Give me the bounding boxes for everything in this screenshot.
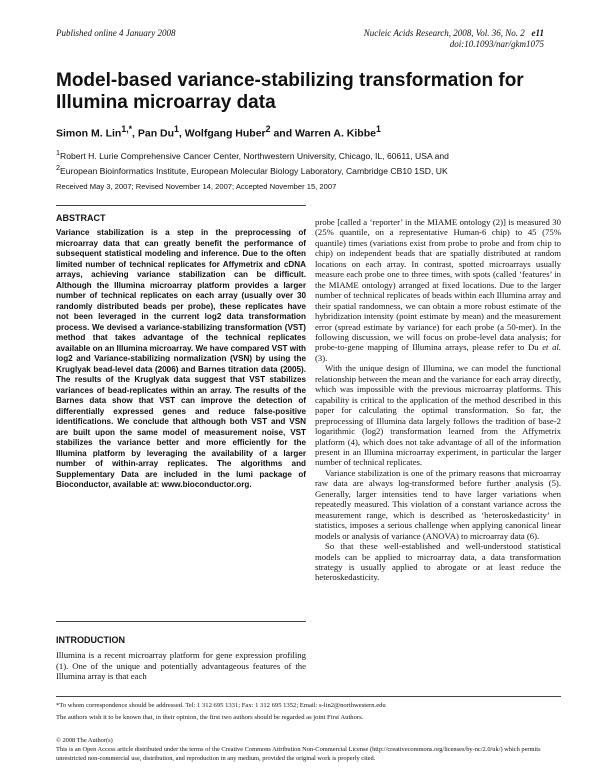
copyright-line: © 2008 The Author(s) <box>56 737 113 744</box>
author-separator: and <box>270 127 296 140</box>
author-affiliation-mark: 1 <box>174 124 179 134</box>
footnotes <box>56 700 561 724</box>
author-name: Warren A. Kibbe <box>295 127 376 140</box>
author-affiliation-mark: 1,* <box>121 124 133 134</box>
doi[interactable]: doi:10.1093/nar/gkm1075 <box>449 39 544 49</box>
paragraph-text: (3). <box>315 352 328 363</box>
author-name: Wolfgang Huber <box>184 127 266 140</box>
introduction-text: Illumina is a recent microarray platform for gene expression profiling (1). One of the unique and potentially advantageous features of the Illumina array is that each <box>56 650 306 681</box>
author-affiliation-mark: 2 <box>265 124 271 134</box>
affiliation-line <box>56 162 556 177</box>
paragraph <box>315 217 561 363</box>
license-text: This is an Open Access article distributed under the terms of the Creative Commons Attribution Non-Commercial License (http://creativecommons.org/licenses/by-nc/2.0/uk/) which permits unrestricted non-commercial use, distribution, and reproduction in any medium, provided the original work is properly cited. <box>56 746 541 762</box>
paragraph: Variance stabilization is one of the primary reasons that microarray raw data are always log-transformed before further analysis (5). Generally, larger intensities tend to have larger variations when repeatedly measured. This violation of a constant variance across the measurement range, which is described as ‘heteroskedasticity’ in statistics, imposes a serious challenge when applying canonical linear models or analysis of variance (ANOVA) to microarray data (6). <box>315 467 561 541</box>
journal-citation: Nucleic Acids Research, 2008, Vol. 36, No. 2 <box>363 28 525 38</box>
page-number: e11 <box>531 28 544 38</box>
author-list <box>56 124 556 140</box>
affiliation-text: European Bioinformatics Institute, European Molecular Biology Laboratory, Cambridge CB10 1SD, UK <box>59 165 448 176</box>
author-separator: , <box>178 127 185 140</box>
affiliation-mark: 2 <box>56 163 60 172</box>
article-title: Model-based variance-stabilizing transformation for Illumina microarray data <box>56 70 524 113</box>
paragraph-text: probe [called a ‘reporter’ in the MIAME ontology (2)] is measured 30 (25% quantile, on a representative Human-6 chip) to 45 (75% quantile) times (variations exist from probe to probe and from chip to chip) on independent beads that are spatially distributed at random locations on each array. In contrast, spotted microarrays usually measure each probe one to three times, with spots (called ‘features’ in the MIAME ontology) arranged at fixed locations. Due to the larger number of technical replicates of beads within each Illumina array and their spatial randomness, we can obtain a more robust estimate of the hybridization intensity (point estimate by mean) and the measurement error (spread estimate by variance) for each probe (a 50-mer). In the following discussion, we will focus on probe-level data analysis; for probe-to-gene mapping of Illumina arrays, please refer to Du <box>315 217 561 353</box>
abstract-bottom-rule <box>56 621 306 622</box>
received-dates: Received May 3, 2007; Revised November 14, 2007; Accepted November 15, 2007 <box>56 182 337 191</box>
author-affiliation-mark: 1 <box>375 124 381 134</box>
correspondence-note: *To whom correspondence should be addressed. Tel: 1 312 695 1331; Fax: 1 312 695 1352; Email: s-lin2@northwestern.edu <box>56 702 386 709</box>
equal-contribution-note: The authors wish it to be known that, in their opinion, the first two authors should be regarded as joint First Authors. <box>56 714 364 721</box>
abstract-heading: ABSTRACT <box>56 213 106 223</box>
right-column <box>315 217 561 583</box>
et-al: et al. <box>542 342 561 353</box>
journal-header <box>364 28 544 50</box>
published-date: Published online 4 January 2008 <box>56 28 176 38</box>
abstract-text: Variance stabilization is a step in the preprocessing of microarray data that can greatly benefit the performance of subsequent statistical modeling and inference. Due to the often limited number of technical replicates for Affymetrix and cDNA arrays, achieving variance stabilization can be difficult. Although the Illumina microarray platform provides a larger number of technical replicates on each array (usually over 30 randomly distributed beads per probe), these replicates have not been leveraged in the current log2 data transformation process. We devised a variance-stabilizing transformation (VST) method that takes advantage of the technical replicates available on an Illumina microarray. We have compared VST with log2 and Variance-stabilizing normalization (VSN) by using the Kruglyak bead-level data (2006) and Barnes titration data (2005). The results of the Kruglyak data suggest that VST stabilizes variances of bead-replicates within an array. The results of the Barnes data show that VST can improve the detection of differentially expressed genes and reduce false-positive identifications. We conclude that although both VST and VSN are built upon the same model of measurement noise, VST stabilizes the variance better and more efficiently for the Illumina platform by leveraging the availability of a larger number of within-array replicates. The algorithms and Supplementary Data are included in the lumi package of Bioconductor, available at: www.bioconductor.org. <box>56 228 306 489</box>
affiliation-line <box>56 147 556 162</box>
paragraph: So that these well-established and well-understood statistical models can be applied to microarray data, a data transformation strategy is usually applied to abrogate or at least reduce the heteroskedasticity. <box>315 541 561 583</box>
author-separator: , <box>132 127 138 140</box>
author-name: Simon M. Lin <box>56 127 122 140</box>
abstract-top-rule <box>56 205 306 206</box>
affiliations <box>56 147 556 177</box>
introduction-heading: INTRODUCTION <box>56 635 125 645</box>
author-name: Pan Du <box>137 127 175 140</box>
footnote-rule <box>56 696 561 697</box>
paragraph: With the unique design of Illumina, we can model the functional relationship between the mean and the variance for each array directly, which was impossible with the previous microarray platforms. This capability is critical to the application of the method described in this paper for calculating the optimal transformation. So far, the preprocessing of Illumina data largely follows the tradition of base-2 logarithmic (log2) transformation learned from the Affymetrix platform (4), which does not take advantage of all of the information present in an Illumina microarray experiment, in particular the larger number of technical replicates. <box>315 363 561 468</box>
affiliation-mark: 1 <box>56 149 60 157</box>
copyright-block <box>56 736 561 763</box>
affiliation-text: Robert H. Lurie Comprehensive Cancer Center, Northwestern University, Chicago, IL, 60611, USA and <box>59 150 449 161</box>
